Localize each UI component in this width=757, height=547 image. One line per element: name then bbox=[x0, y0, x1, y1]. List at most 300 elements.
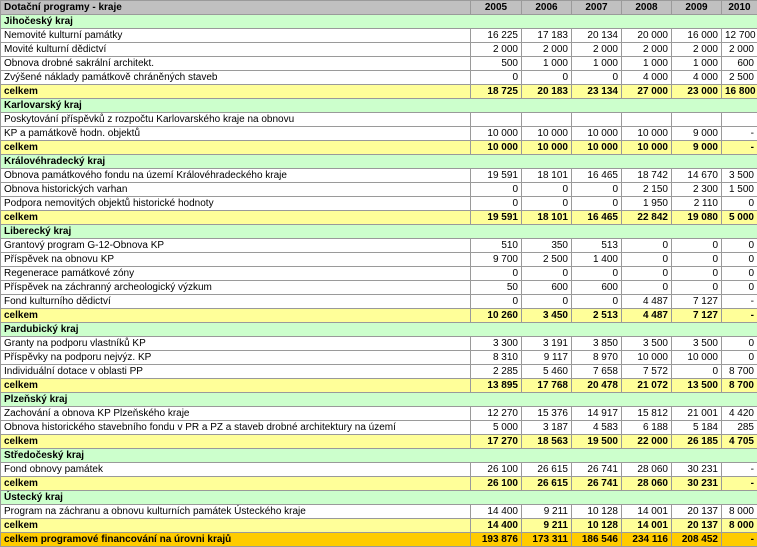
region-name[interactable]: Jihočeský kraj bbox=[1, 15, 471, 29]
value-cell[interactable]: 15 376 bbox=[522, 407, 572, 421]
total-value-cell[interactable]: - bbox=[722, 309, 757, 323]
program-name-cell[interactable]: Obnova památkového fondu na území Královéhradeckého kraje bbox=[1, 169, 471, 183]
total-value-cell[interactable]: 20 183 bbox=[522, 85, 572, 99]
value-cell[interactable]: 0 bbox=[622, 267, 672, 281]
value-cell[interactable]: 0 bbox=[722, 239, 757, 253]
total-value-cell[interactable]: 30 231 bbox=[672, 477, 722, 491]
total-value-cell[interactable]: 26 100 bbox=[471, 477, 522, 491]
value-cell[interactable]: 0 bbox=[471, 71, 522, 85]
program-name-cell[interactable]: Grantový program G-12-Obnova KP bbox=[1, 239, 471, 253]
program-name-cell[interactable]: Regenerace památkové zóny bbox=[1, 267, 471, 281]
region-name[interactable]: Liberecký kraj bbox=[1, 225, 471, 239]
table-row bbox=[1, 29, 757, 43]
region-header-cell[interactable] bbox=[471, 15, 522, 29]
region-total-label[interactable]: celkem bbox=[1, 379, 471, 393]
value-cell[interactable]: 0 bbox=[672, 253, 722, 267]
grand-total-row bbox=[1, 533, 757, 547]
value-cell[interactable]: 510 bbox=[471, 239, 522, 253]
year-2005-header[interactable]: 2005 bbox=[471, 1, 522, 15]
total-value-cell[interactable]: 8 000 bbox=[722, 519, 757, 533]
region-header-cell[interactable] bbox=[471, 99, 522, 113]
value-cell[interactable]: 5 184 bbox=[672, 421, 722, 435]
region-header-cell[interactable] bbox=[622, 99, 672, 113]
value-cell[interactable]: 10 000 bbox=[522, 127, 572, 141]
value-cell[interactable]: 0 bbox=[522, 267, 572, 281]
value-cell[interactable]: 0 bbox=[572, 267, 622, 281]
region-header-cell[interactable] bbox=[622, 491, 672, 505]
table-row bbox=[1, 127, 757, 141]
value-cell[interactable]: 3 500 bbox=[672, 337, 722, 351]
program-name-cell[interactable]: Obnova historického stavebního fondu v PR a PZ a staveb drobné architektury na území bbox=[1, 421, 471, 435]
value-cell[interactable]: 600 bbox=[572, 281, 622, 295]
header-row bbox=[1, 1, 757, 15]
value-cell[interactable]: 14 917 bbox=[572, 407, 622, 421]
region-header-cell[interactable] bbox=[622, 155, 672, 169]
value-cell[interactable]: 2 000 bbox=[622, 43, 672, 57]
region-total-label[interactable]: celkem bbox=[1, 211, 471, 225]
program-name-cell[interactable]: Nemovité kulturní památky bbox=[1, 29, 471, 43]
program-name-cell[interactable]: Poskytování příspěvků z rozpočtu Karlovarského kraje na obnovu bbox=[1, 113, 471, 127]
region-name[interactable]: Plzeňský kraj bbox=[1, 393, 471, 407]
total-value-cell[interactable]: 9 211 bbox=[522, 519, 572, 533]
value-cell[interactable]: 0 bbox=[522, 183, 572, 197]
grand-total-value-cell[interactable]: 208 452 bbox=[672, 533, 722, 547]
value-cell[interactable]: 0 bbox=[722, 267, 757, 281]
region-name[interactable]: Královéhradecký kraj bbox=[1, 155, 471, 169]
region-header-cell[interactable] bbox=[522, 225, 572, 239]
table-row bbox=[1, 57, 757, 71]
region-header-cell[interactable] bbox=[572, 491, 622, 505]
value-cell[interactable]: 8 700 bbox=[722, 365, 757, 379]
total-value-cell[interactable]: 16 465 bbox=[572, 211, 622, 225]
value-cell[interactable]: 16 225 bbox=[471, 29, 522, 43]
value-cell[interactable]: 0 bbox=[722, 337, 757, 351]
value-cell[interactable]: 8 310 bbox=[471, 351, 522, 365]
value-cell[interactable]: 10 000 bbox=[622, 351, 672, 365]
total-value-cell[interactable]: - bbox=[722, 477, 757, 491]
region-name[interactable]: Karlovarský kraj bbox=[1, 99, 471, 113]
year-2007-header[interactable]: 2007 bbox=[572, 1, 622, 15]
value-cell[interactable]: 7 658 bbox=[572, 365, 622, 379]
total-value-cell[interactable]: 10 000 bbox=[522, 141, 572, 155]
value-cell[interactable]: 9 211 bbox=[522, 505, 572, 519]
value-cell[interactable]: 18 742 bbox=[622, 169, 672, 183]
table-body bbox=[1, 1, 757, 547]
region-header-cell[interactable] bbox=[572, 155, 622, 169]
value-cell[interactable]: 21 001 bbox=[672, 407, 722, 421]
value-cell[interactable] bbox=[722, 113, 757, 127]
value-cell[interactable]: 0 bbox=[622, 281, 672, 295]
total-value-cell[interactable]: 13 500 bbox=[672, 379, 722, 393]
value-cell[interactable]: 3 850 bbox=[572, 337, 622, 351]
value-cell[interactable]: 6 188 bbox=[622, 421, 672, 435]
region-header-cell[interactable] bbox=[572, 99, 622, 113]
region-header-cell[interactable] bbox=[622, 225, 672, 239]
program-name-cell[interactable]: Zachování a obnova KP Plzeňského kraje bbox=[1, 407, 471, 421]
total-value-cell[interactable]: 10 000 bbox=[622, 141, 672, 155]
total-value-cell[interactable]: 19 080 bbox=[672, 211, 722, 225]
value-cell[interactable]: 350 bbox=[522, 239, 572, 253]
value-cell[interactable]: 0 bbox=[722, 281, 757, 295]
value-cell[interactable]: 14 670 bbox=[672, 169, 722, 183]
total-value-cell[interactable]: 13 895 bbox=[471, 379, 522, 393]
region-header-row bbox=[1, 225, 757, 239]
total-value-cell[interactable]: 21 072 bbox=[622, 379, 672, 393]
region-total-row bbox=[1, 435, 757, 449]
value-cell[interactable]: 15 812 bbox=[622, 407, 672, 421]
value-cell[interactable]: 7 127 bbox=[672, 295, 722, 309]
total-value-cell[interactable]: 5 000 bbox=[722, 211, 757, 225]
table-row bbox=[1, 463, 757, 477]
value-cell[interactable]: 2 150 bbox=[622, 183, 672, 197]
value-cell[interactable]: 14 001 bbox=[622, 505, 672, 519]
total-value-cell[interactable]: 16 800 bbox=[722, 85, 757, 99]
region-total-label[interactable]: celkem bbox=[1, 435, 471, 449]
total-value-cell[interactable]: 20 478 bbox=[572, 379, 622, 393]
region-header-cell[interactable] bbox=[672, 99, 722, 113]
region-header-cell[interactable] bbox=[622, 393, 672, 407]
value-cell[interactable]: 0 bbox=[672, 281, 722, 295]
total-value-cell[interactable]: 3 450 bbox=[522, 309, 572, 323]
value-cell[interactable]: 10 000 bbox=[471, 127, 522, 141]
value-cell[interactable]: 2 000 bbox=[572, 43, 622, 57]
program-name-cell[interactable]: Fond obnovy památek bbox=[1, 463, 471, 477]
value-cell[interactable]: 8 000 bbox=[722, 505, 757, 519]
year-2006-header[interactable]: 2006 bbox=[522, 1, 572, 15]
value-cell[interactable]: 0 bbox=[672, 267, 722, 281]
total-value-cell[interactable]: 17 768 bbox=[522, 379, 572, 393]
value-cell[interactable]: 600 bbox=[522, 281, 572, 295]
total-value-cell[interactable]: 4 487 bbox=[622, 309, 672, 323]
value-cell[interactable]: 10 128 bbox=[572, 505, 622, 519]
value-cell[interactable]: 0 bbox=[471, 183, 522, 197]
value-cell[interactable]: 26 615 bbox=[522, 463, 572, 477]
header-title[interactable]: Dotační programy - kraje bbox=[1, 1, 471, 15]
value-cell[interactable]: 2 300 bbox=[672, 183, 722, 197]
value-cell[interactable]: 9 700 bbox=[471, 253, 522, 267]
total-value-cell[interactable]: 23 134 bbox=[572, 85, 622, 99]
grand-total-value-cell[interactable]: 186 546 bbox=[572, 533, 622, 547]
value-cell[interactable]: 0 bbox=[572, 183, 622, 197]
table-row bbox=[1, 43, 757, 57]
region-header-cell[interactable] bbox=[722, 99, 757, 113]
value-cell[interactable]: 5 460 bbox=[522, 365, 572, 379]
region-total-label[interactable]: celkem bbox=[1, 141, 471, 155]
total-value-cell[interactable]: 18 725 bbox=[471, 85, 522, 99]
value-cell[interactable]: 600 bbox=[722, 57, 757, 71]
total-value-cell[interactable]: 2 513 bbox=[572, 309, 622, 323]
program-name-cell[interactable]: Granty na podporu vlastníků KP bbox=[1, 337, 471, 351]
value-cell[interactable]: 2 500 bbox=[722, 71, 757, 85]
region-header-cell[interactable] bbox=[672, 155, 722, 169]
region-header-cell[interactable] bbox=[722, 155, 757, 169]
total-value-cell[interactable]: 10 000 bbox=[572, 141, 622, 155]
value-cell[interactable]: 513 bbox=[572, 239, 622, 253]
year-2009-header[interactable]: 2009 bbox=[672, 1, 722, 15]
value-cell[interactable]: 26 100 bbox=[471, 463, 522, 477]
region-total-row bbox=[1, 211, 757, 225]
total-value-cell[interactable]: 10 128 bbox=[572, 519, 622, 533]
value-cell[interactable]: 1 400 bbox=[572, 253, 622, 267]
value-cell[interactable]: 3 187 bbox=[522, 421, 572, 435]
program-name-cell[interactable]: Zvýšené náklady památkově chráněných staveb bbox=[1, 71, 471, 85]
value-cell[interactable]: 12 270 bbox=[471, 407, 522, 421]
region-header-cell[interactable] bbox=[722, 225, 757, 239]
value-cell[interactable]: 1 000 bbox=[522, 57, 572, 71]
value-cell[interactable]: 16 000 bbox=[672, 29, 722, 43]
region-header-cell[interactable] bbox=[722, 491, 757, 505]
value-cell[interactable]: 285 bbox=[722, 421, 757, 435]
value-cell[interactable]: 8 970 bbox=[572, 351, 622, 365]
value-cell[interactable]: - bbox=[722, 127, 757, 141]
value-cell[interactable]: 7 572 bbox=[622, 365, 672, 379]
region-header-cell[interactable] bbox=[522, 15, 572, 29]
value-cell[interactable]: 9 117 bbox=[522, 351, 572, 365]
value-cell[interactable]: 0 bbox=[471, 197, 522, 211]
region-header-cell[interactable] bbox=[471, 491, 522, 505]
region-header-cell[interactable] bbox=[522, 323, 572, 337]
value-cell[interactable]: 2 000 bbox=[522, 43, 572, 57]
value-cell[interactable]: 10 000 bbox=[572, 127, 622, 141]
table-row bbox=[1, 295, 757, 309]
value-cell[interactable]: 28 060 bbox=[622, 463, 672, 477]
total-value-cell[interactable]: 26 741 bbox=[572, 477, 622, 491]
region-header-cell[interactable] bbox=[672, 15, 722, 29]
program-name-cell[interactable]: Individuální dotace v oblasti PP bbox=[1, 365, 471, 379]
total-value-cell[interactable]: 4 705 bbox=[722, 435, 757, 449]
value-cell[interactable]: 20 000 bbox=[622, 29, 672, 43]
region-header-cell[interactable] bbox=[672, 449, 722, 463]
program-name-cell[interactable]: Movité kulturní dědictví bbox=[1, 43, 471, 57]
value-cell[interactable]: 5 000 bbox=[471, 421, 522, 435]
table-row bbox=[1, 113, 757, 127]
value-cell[interactable]: 4 420 bbox=[722, 407, 757, 421]
region-header-cell[interactable] bbox=[572, 15, 622, 29]
value-cell[interactable]: 0 bbox=[572, 295, 622, 309]
total-value-cell[interactable]: 10 000 bbox=[471, 141, 522, 155]
value-cell[interactable]: 30 231 bbox=[672, 463, 722, 477]
year-2010-header[interactable]: 2010 bbox=[722, 1, 757, 15]
region-total-label[interactable]: celkem bbox=[1, 477, 471, 491]
total-value-cell[interactable]: 23 000 bbox=[672, 85, 722, 99]
value-cell[interactable]: 1 000 bbox=[572, 57, 622, 71]
table-row bbox=[1, 407, 757, 421]
program-name-cell[interactable]: Příspěvek na obnovu KP bbox=[1, 253, 471, 267]
region-header-cell[interactable] bbox=[572, 393, 622, 407]
total-value-cell[interactable]: 7 127 bbox=[672, 309, 722, 323]
region-header-cell[interactable] bbox=[522, 99, 572, 113]
total-value-cell[interactable]: 8 700 bbox=[722, 379, 757, 393]
year-2008-header[interactable]: 2008 bbox=[622, 1, 672, 15]
table-row bbox=[1, 71, 757, 85]
value-cell[interactable]: 19 591 bbox=[471, 169, 522, 183]
value-cell[interactable]: 0 bbox=[722, 197, 757, 211]
value-cell[interactable]: 2 000 bbox=[471, 43, 522, 57]
total-value-cell[interactable]: 19 500 bbox=[572, 435, 622, 449]
value-cell[interactable]: 0 bbox=[722, 351, 757, 365]
value-cell[interactable]: 10 000 bbox=[672, 351, 722, 365]
region-header-cell[interactable] bbox=[522, 155, 572, 169]
region-header-cell[interactable] bbox=[522, 393, 572, 407]
region-header-cell[interactable] bbox=[522, 449, 572, 463]
value-cell[interactable]: 2 000 bbox=[672, 43, 722, 57]
total-value-cell[interactable]: 19 591 bbox=[471, 211, 522, 225]
program-name-cell[interactable]: Program na záchranu a obnovu kulturních památek Ústeckého kraje bbox=[1, 505, 471, 519]
grand-total-value-cell[interactable]: 234 116 bbox=[622, 533, 672, 547]
region-header-row bbox=[1, 155, 757, 169]
total-value-cell[interactable]: 28 060 bbox=[622, 477, 672, 491]
value-cell[interactable]: 4 583 bbox=[572, 421, 622, 435]
region-header-cell[interactable] bbox=[572, 449, 622, 463]
region-name[interactable]: Pardubický kraj bbox=[1, 323, 471, 337]
value-cell[interactable]: 0 bbox=[722, 253, 757, 267]
program-name-cell[interactable]: Příspěvky na podporu nejvýz. KP bbox=[1, 351, 471, 365]
grand-total-value-cell[interactable]: 173 311 bbox=[522, 533, 572, 547]
value-cell[interactable]: - bbox=[722, 463, 757, 477]
region-header-cell[interactable] bbox=[471, 225, 522, 239]
region-header-cell[interactable] bbox=[722, 393, 757, 407]
value-cell[interactable]: 1 000 bbox=[672, 57, 722, 71]
total-value-cell[interactable]: 9 000 bbox=[672, 141, 722, 155]
value-cell[interactable]: 50 bbox=[471, 281, 522, 295]
value-cell[interactable]: 0 bbox=[672, 365, 722, 379]
value-cell[interactable]: 12 700 bbox=[722, 29, 757, 43]
value-cell[interactable] bbox=[622, 113, 672, 127]
region-name[interactable]: Středočeský kraj bbox=[1, 449, 471, 463]
table-row bbox=[1, 169, 757, 183]
region-header-row bbox=[1, 449, 757, 463]
value-cell[interactable]: 500 bbox=[471, 57, 522, 71]
region-header-cell[interactable] bbox=[622, 323, 672, 337]
value-cell[interactable]: 0 bbox=[572, 197, 622, 211]
total-value-cell[interactable]: 10 260 bbox=[471, 309, 522, 323]
value-cell[interactable]: 3 300 bbox=[471, 337, 522, 351]
value-cell[interactable]: 0 bbox=[522, 197, 572, 211]
value-cell[interactable]: 26 741 bbox=[572, 463, 622, 477]
grand-total-value-cell[interactable]: 193 876 bbox=[471, 533, 522, 547]
value-cell[interactable]: 0 bbox=[471, 267, 522, 281]
value-cell[interactable]: 0 bbox=[672, 239, 722, 253]
value-cell[interactable] bbox=[672, 113, 722, 127]
region-total-label[interactable]: celkem bbox=[1, 519, 471, 533]
table-row bbox=[1, 183, 757, 197]
value-cell[interactable] bbox=[471, 113, 522, 127]
value-cell[interactable]: 4 000 bbox=[622, 71, 672, 85]
value-cell[interactable]: 1 950 bbox=[622, 197, 672, 211]
region-total-label[interactable]: celkem bbox=[1, 309, 471, 323]
value-cell[interactable]: 14 400 bbox=[471, 505, 522, 519]
region-header-cell[interactable] bbox=[471, 323, 522, 337]
region-header-row bbox=[1, 323, 757, 337]
region-header-cell[interactable] bbox=[471, 449, 522, 463]
region-total-row bbox=[1, 85, 757, 99]
program-name-cell[interactable]: KP a památkově hodn. objektů bbox=[1, 127, 471, 141]
total-value-cell[interactable]: 17 270 bbox=[471, 435, 522, 449]
region-header-row bbox=[1, 491, 757, 505]
value-cell[interactable]: 17 183 bbox=[522, 29, 572, 43]
value-cell[interactable]: 0 bbox=[522, 71, 572, 85]
value-cell[interactable]: 16 465 bbox=[572, 169, 622, 183]
region-header-cell[interactable] bbox=[722, 15, 757, 29]
region-name[interactable]: Ústecký kraj bbox=[1, 491, 471, 505]
region-header-cell[interactable] bbox=[622, 449, 672, 463]
total-value-cell[interactable]: 22 000 bbox=[622, 435, 672, 449]
value-cell[interactable]: 3 500 bbox=[622, 337, 672, 351]
value-cell[interactable] bbox=[572, 113, 622, 127]
region-header-cell[interactable] bbox=[672, 323, 722, 337]
value-cell[interactable]: 0 bbox=[572, 71, 622, 85]
region-total-row bbox=[1, 519, 757, 533]
value-cell[interactable]: 4 000 bbox=[672, 71, 722, 85]
region-header-cell[interactable] bbox=[672, 491, 722, 505]
value-cell[interactable]: 20 134 bbox=[572, 29, 622, 43]
region-header-cell[interactable] bbox=[471, 393, 522, 407]
program-name-cell[interactable]: Příspěvek na záchranný archeologický výzkum bbox=[1, 281, 471, 295]
total-value-cell[interactable]: 26 185 bbox=[672, 435, 722, 449]
value-cell[interactable]: 3 191 bbox=[522, 337, 572, 351]
value-cell[interactable]: 2 110 bbox=[672, 197, 722, 211]
program-name-cell[interactable]: Obnova drobné sakrální architekt. bbox=[1, 57, 471, 71]
program-name-cell[interactable]: Podpora nemovitých objektů historické hodnoty bbox=[1, 197, 471, 211]
value-cell[interactable]: 0 bbox=[522, 295, 572, 309]
region-header-cell[interactable] bbox=[572, 225, 622, 239]
region-header-cell[interactable] bbox=[522, 491, 572, 505]
value-cell[interactable]: 2 500 bbox=[522, 253, 572, 267]
value-cell[interactable]: 3 500 bbox=[722, 169, 757, 183]
value-cell[interactable]: 10 000 bbox=[622, 127, 672, 141]
total-value-cell[interactable]: 14 001 bbox=[622, 519, 672, 533]
value-cell[interactable]: 2 285 bbox=[471, 365, 522, 379]
region-header-cell[interactable] bbox=[722, 449, 757, 463]
table-row bbox=[1, 197, 757, 211]
value-cell[interactable]: 0 bbox=[471, 295, 522, 309]
region-total-label[interactable]: celkem bbox=[1, 85, 471, 99]
total-value-cell[interactable]: 26 615 bbox=[522, 477, 572, 491]
value-cell[interactable] bbox=[522, 113, 572, 127]
value-cell[interactable]: 9 000 bbox=[672, 127, 722, 141]
value-cell[interactable]: 18 101 bbox=[522, 169, 572, 183]
value-cell[interactable]: 1 000 bbox=[622, 57, 672, 71]
region-header-cell[interactable] bbox=[622, 15, 672, 29]
value-cell[interactable]: 20 137 bbox=[672, 505, 722, 519]
total-value-cell[interactable]: 18 101 bbox=[522, 211, 572, 225]
total-value-cell[interactable]: 27 000 bbox=[622, 85, 672, 99]
value-cell[interactable]: 0 bbox=[622, 253, 672, 267]
region-header-cell[interactable] bbox=[471, 155, 522, 169]
value-cell[interactable]: - bbox=[722, 295, 757, 309]
program-name-cell[interactable]: Obnova historických varhan bbox=[1, 183, 471, 197]
total-value-cell[interactable]: - bbox=[722, 141, 757, 155]
region-header-cell[interactable] bbox=[672, 393, 722, 407]
grand-total-label[interactable]: celkem programové financování na úrovni krajů bbox=[1, 533, 471, 547]
region-header-cell[interactable] bbox=[572, 323, 622, 337]
region-header-cell[interactable] bbox=[722, 323, 757, 337]
value-cell[interactable]: 4 487 bbox=[622, 295, 672, 309]
total-value-cell[interactable]: 20 137 bbox=[672, 519, 722, 533]
program-name-cell[interactable]: Fond kulturního dědictví bbox=[1, 295, 471, 309]
table-row bbox=[1, 365, 757, 379]
total-value-cell[interactable]: 18 563 bbox=[522, 435, 572, 449]
total-value-cell[interactable]: 22 842 bbox=[622, 211, 672, 225]
value-cell[interactable]: 0 bbox=[622, 239, 672, 253]
region-header-cell[interactable] bbox=[672, 225, 722, 239]
table-row bbox=[1, 267, 757, 281]
table-row bbox=[1, 351, 757, 365]
total-value-cell[interactable]: 14 400 bbox=[471, 519, 522, 533]
value-cell[interactable]: 2 000 bbox=[722, 43, 757, 57]
grand-total-value-cell[interactable]: - bbox=[722, 533, 757, 547]
value-cell[interactable]: 1 500 bbox=[722, 183, 757, 197]
